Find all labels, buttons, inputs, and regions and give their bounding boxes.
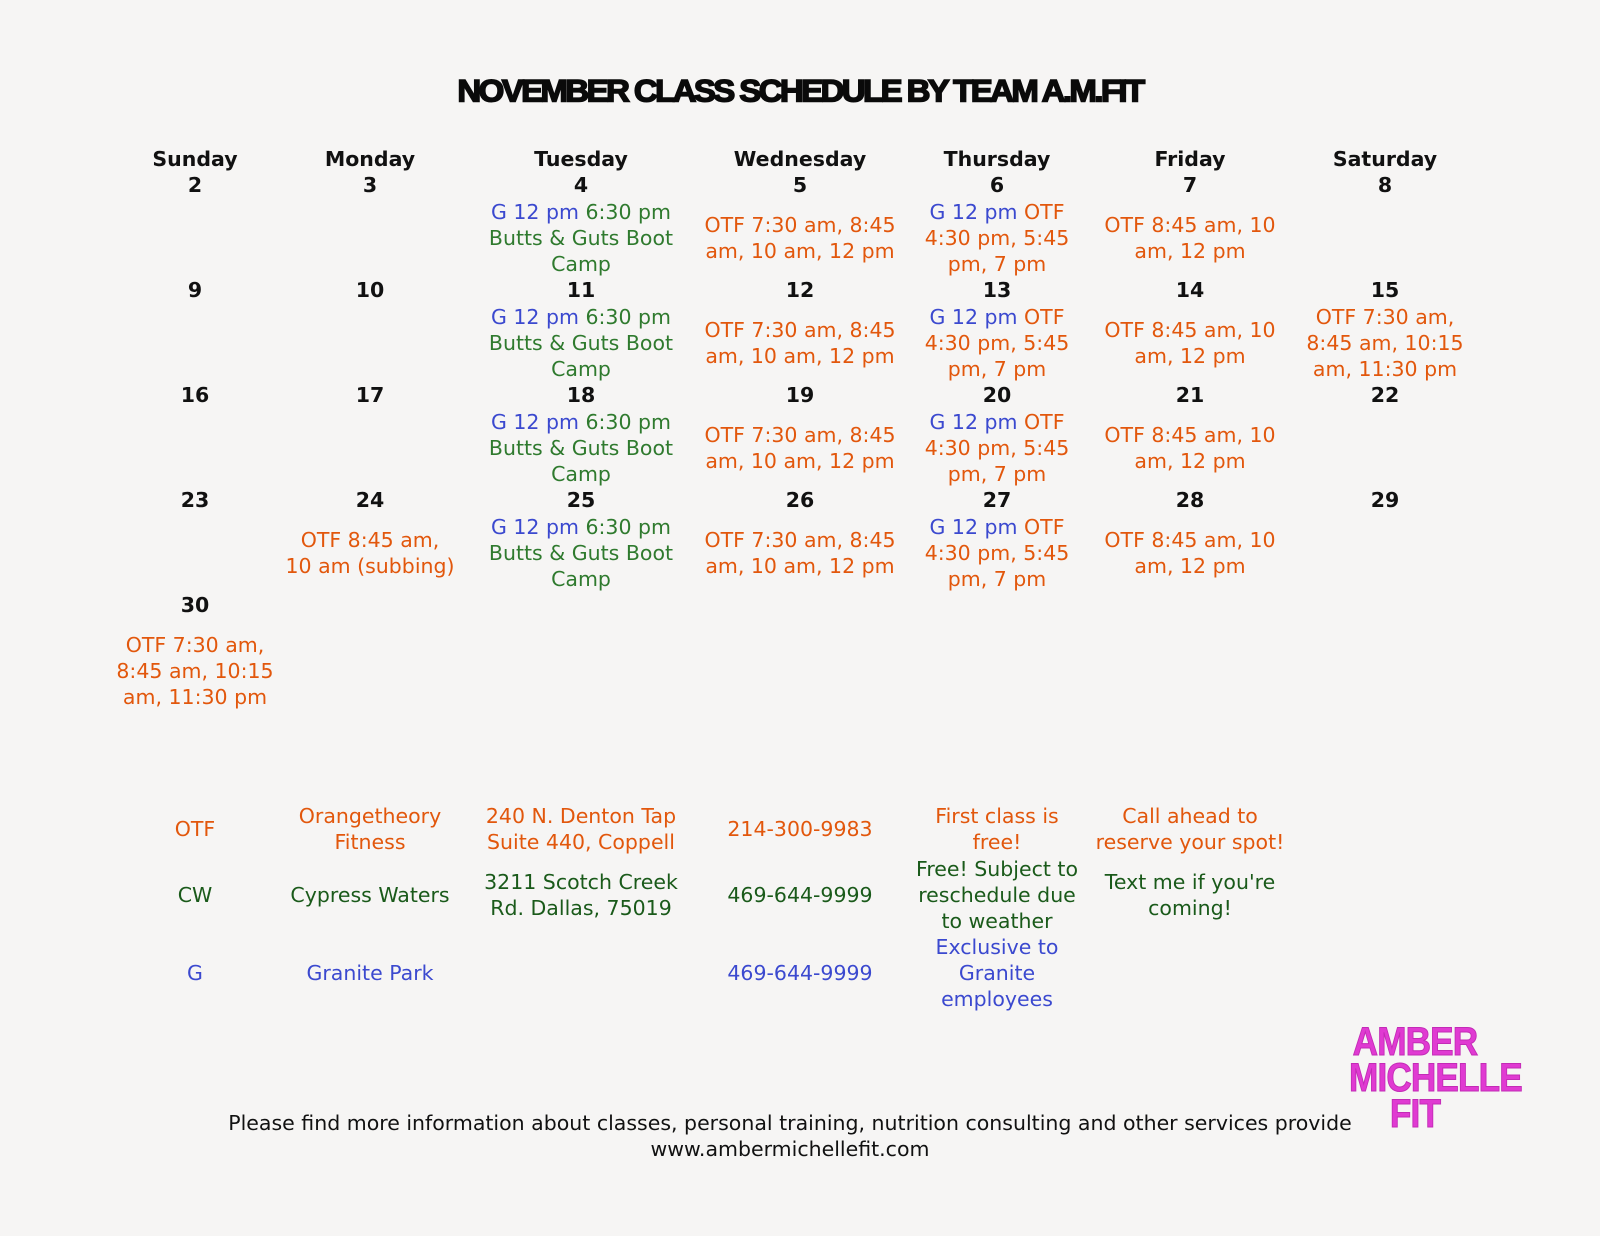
legend-code-otf: OTF <box>174 817 216 841</box>
monday-classes: OTF 8:45 am, 10 am (subbing) <box>285 528 455 578</box>
day-header-thursday: Thursday <box>943 147 1051 171</box>
friday-classes: OTF 8:45 am, 10 am, 12 pm <box>1104 528 1276 578</box>
legend-note-g: Exclusive to Granite employees <box>935 935 1059 1011</box>
date-cell: 7 <box>1182 173 1198 197</box>
date-cell: 17 <box>355 383 385 407</box>
date-cell: 11 <box>566 278 596 302</box>
wednesday-classes: OTF 7:30 am, 8:45 am, 10 am, 12 pm <box>704 423 896 473</box>
thursday-classes <box>912 199 1082 277</box>
date-cell: 29 <box>1370 488 1400 512</box>
granite-class: G 12 pm <box>490 305 579 329</box>
thursday-classes <box>912 409 1082 487</box>
legend-note-otf: First class is free! <box>935 804 1059 854</box>
cypress-class: 6:30 pm Butts & Guts Boot Camp <box>488 410 674 486</box>
amber-michelle-fit-logo: AMBER MICHELLE FIT <box>1349 1020 1522 1136</box>
legend-note2-cw: Text me if you're coming! <box>1104 870 1276 920</box>
tuesday-classes <box>475 409 687 487</box>
day-header-tuesday: Tuesday <box>534 147 628 171</box>
legend-name-cw: Cypress Waters <box>290 883 450 907</box>
cypress-class: 6:30 pm Butts & Guts Boot Camp <box>488 515 674 591</box>
date-cell: 30 <box>180 593 210 617</box>
saturday-classes: OTF 7:30 am, 8:45 am, 10:15 am, 11:30 pm <box>1306 305 1464 381</box>
legend-phone-otf: 214-300-9983 <box>727 817 873 841</box>
page-title: NOVEMBER CLASS SCHEDULE BY TEAM A.M.FIT <box>457 72 1143 109</box>
cypress-class: 6:30 pm Butts & Guts Boot Camp <box>488 305 674 381</box>
footer-info <box>200 1110 1380 1162</box>
legend-note2-otf: Call ahead to reserve your spot! <box>1095 804 1285 854</box>
legend-name-otf: Orangetheory Fitness <box>298 804 442 854</box>
date-cell: 13 <box>982 278 1012 302</box>
date-cell: 28 <box>1175 488 1205 512</box>
granite-class: G 12 pm <box>490 515 579 539</box>
day-header-monday: Monday <box>324 147 416 171</box>
legend-note-cw: Free! Subject to reschedule due to weather <box>916 857 1078 933</box>
granite-class: G 12 pm <box>929 200 1018 224</box>
friday-classes: OTF 8:45 am, 10 am, 12 pm <box>1104 423 1276 473</box>
wednesday-classes: OTF 7:30 am, 8:45 am, 10 am, 12 pm <box>704 528 896 578</box>
legend-address-otf: 240 N. Denton Tap Suite 440, Coppell <box>485 804 677 854</box>
otf-class: OTF 4:30 pm, 5:45 pm, 7 pm <box>924 410 1070 486</box>
otf-class: OTF 4:30 pm, 5:45 pm, 7 pm <box>924 200 1070 276</box>
date-cell: 5 <box>792 173 808 197</box>
legend-code-g: G <box>187 961 203 985</box>
friday-classes: OTF 8:45 am, 10 am, 12 pm <box>1104 213 1276 263</box>
day-header-saturday: Saturday <box>1332 147 1438 171</box>
legend-phone-cw: 469-644-9999 <box>727 883 873 907</box>
legend-phone-g: 469-644-9999 <box>727 961 873 985</box>
date-cell: 24 <box>355 488 385 512</box>
date-cell: 27 <box>982 488 1012 512</box>
date-cell: 21 <box>1175 383 1205 407</box>
date-cell: 12 <box>785 278 815 302</box>
date-cell: 14 <box>1175 278 1205 302</box>
date-cell: 19 <box>785 383 815 407</box>
date-cell: 10 <box>355 278 385 302</box>
legend-name-g: Granite Park <box>306 961 434 985</box>
granite-class: G 12 pm <box>490 410 579 434</box>
tuesday-classes <box>475 199 687 277</box>
legend-address-cw: 3211 Scotch Creek Rd. Dallas, 75019 <box>484 870 678 920</box>
tuesday-classes <box>475 304 687 382</box>
tuesday-classes <box>475 514 687 592</box>
date-cell: 23 <box>180 488 210 512</box>
footer-website-link[interactable]: www.ambermichellefit.com <box>650 1137 930 1161</box>
date-cell: 15 <box>1370 278 1400 302</box>
thursday-classes <box>912 304 1082 382</box>
otf-class: OTF 4:30 pm, 5:45 pm, 7 pm <box>924 515 1070 591</box>
sunday-classes: OTF 7:30 am, 8:45 am, 10:15 am, 11:30 pm <box>116 633 274 709</box>
cypress-class: 6:30 pm Butts & Guts Boot Camp <box>488 200 674 276</box>
date-cell: 8 <box>1377 173 1393 197</box>
date-cell: 26 <box>785 488 815 512</box>
thursday-classes <box>912 514 1082 592</box>
granite-class: G 12 pm <box>929 515 1018 539</box>
date-cell: 2 <box>187 173 203 197</box>
date-cell: 3 <box>362 173 378 197</box>
day-header-wednesday: Wednesday <box>733 147 867 171</box>
date-cell: 25 <box>566 488 596 512</box>
date-cell: 22 <box>1370 383 1400 407</box>
footer-text: Please find more information about classes, personal training, nutrition consulting and other services provide <box>228 1111 1352 1135</box>
friday-classes: OTF 8:45 am, 10 am, 12 pm <box>1104 318 1276 368</box>
granite-class: G 12 pm <box>929 305 1018 329</box>
date-cell: 20 <box>982 383 1012 407</box>
wednesday-classes: OTF 7:30 am, 8:45 am, 10 am, 12 pm <box>704 213 896 263</box>
date-cell: 4 <box>573 173 589 197</box>
date-cell: 16 <box>180 383 210 407</box>
day-header-friday: Friday <box>1154 147 1226 171</box>
legend-code-cw: CW <box>177 883 213 907</box>
date-cell: 18 <box>566 383 596 407</box>
wednesday-classes: OTF 7:30 am, 8:45 am, 10 am, 12 pm <box>704 318 896 368</box>
otf-class: OTF 4:30 pm, 5:45 pm, 7 pm <box>924 305 1070 381</box>
day-header-sunday: Sunday <box>152 147 238 171</box>
date-cell: 6 <box>989 173 1005 197</box>
date-cell: 9 <box>187 278 203 302</box>
granite-class: G 12 pm <box>490 200 579 224</box>
granite-class: G 12 pm <box>929 410 1018 434</box>
